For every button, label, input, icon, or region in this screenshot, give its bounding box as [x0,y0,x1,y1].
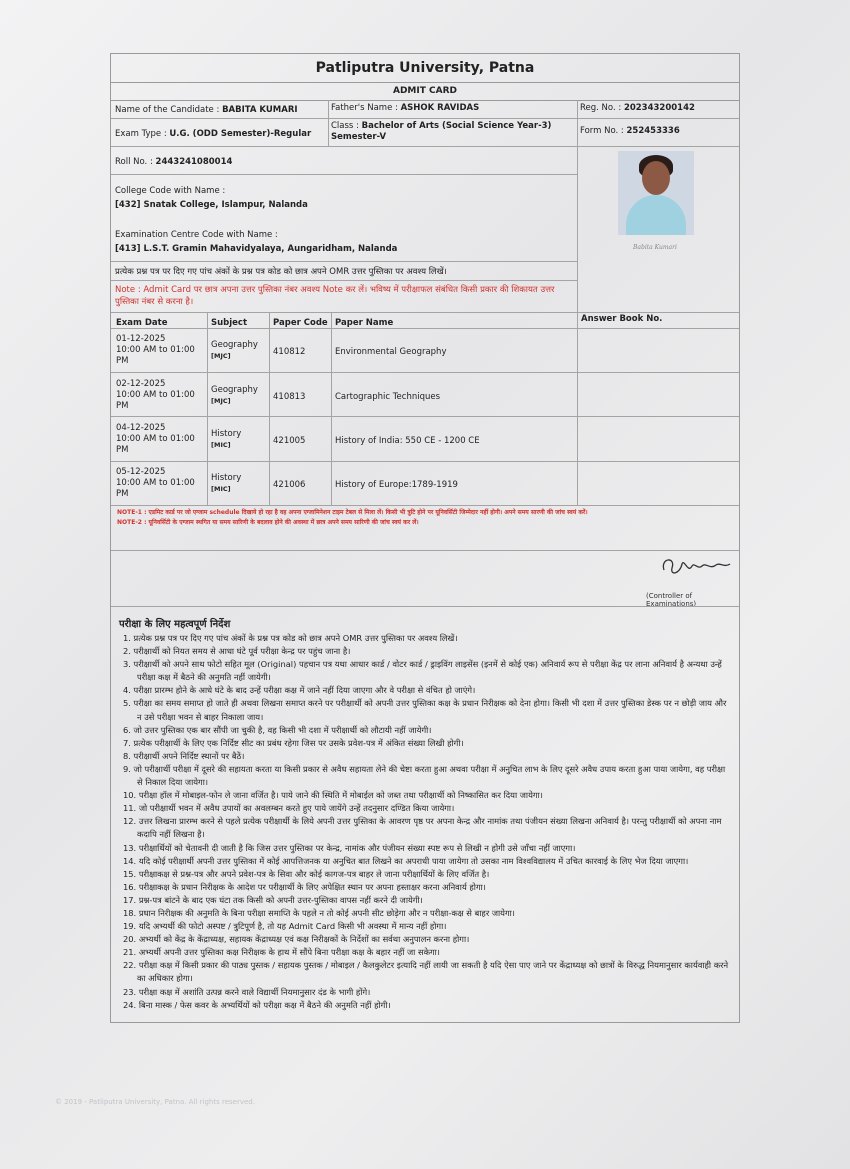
admit-card [110,53,740,1023]
table-row-divider [111,505,739,506]
list-item: 22. परीक्षा कक्ष में किसी प्रकार की पाठ्य पुस्तक / सहायक पुस्तक / मोबाइल / कैलकुलेटर इत्यादि नहीं लायी जा सकती है यदि ऐसा पाए जाने पर केंद्राध्यक्ष को छात्रों के विरुद्ध नियमानुसार कार्यवाही करने का अधिकार होगा। [123,960,729,984]
paper-name: Environmental Geography [335,347,447,357]
list-item: 21. अभ्यर्थी अपनी उत्तर पुस्तिका कक्ष निरीक्षक के हाथ में सौंपे बिना परीक्षा कक्ष के बहार नहीं जा सकेगा। [123,947,440,958]
list-item: 6. जो उत्तर पुस्तिका एक बार सौंपी जा चुकी है, वह किसी भी दशा में परीक्षार्थी को लौटायी नहीं जायेगी। [123,724,432,735]
photo-face-shape [642,161,670,195]
subject: History [MIC] [211,473,242,493]
table-row-divider [111,461,739,462]
list-item: 11. जो परीक्षार्थी भवन में अवैध उपायों का अवलम्बन करते हुए पाये जायेंगे उन्हें तदनुसार दण्डित किया जायेगा। [123,803,455,814]
col-divider [328,100,329,146]
subject: History [MIC] [211,429,242,449]
row-divider [111,174,577,175]
table-col-divider [577,312,578,505]
roll-no: 2443241080014 [155,157,233,167]
candidate-name-cell [115,105,325,116]
table-col-divider [331,312,332,505]
paper-code: 410812 [273,347,306,357]
table-row-divider [111,416,739,417]
instructions-title: परीक्षा के लिए महत्वपूर्ण निर्देश [119,619,231,630]
paper-name: Cartographic Techniques [335,392,441,402]
list-item: 8. परीक्षार्थी अपने निर्दिष्ट स्थानों पर बैठें। [123,750,245,761]
section-divider [111,606,739,607]
reg-no: 202343200142 [623,103,695,113]
candidate-name: BABITA KUMARI [222,105,298,115]
roll-no-cell [115,157,415,168]
paper-code: 421006 [273,480,306,490]
row-divider [111,146,739,147]
list-item: 15. परीक्षाकक्ष से प्रश्न-पत्र और अपने प्रवेश-पत्र के सिवा और कोई कागज-पत्र बाहर ले जाना परीक्षार्थियों के लिए वर्जित है। [123,868,490,879]
candidate-photo [618,151,694,235]
th-paper-code: Paper Code [273,318,328,328]
row-divider [111,261,577,262]
list-item: 4. परीक्षा प्रारम्भ होने के आधे घंटे के बाद उन्हें परीक्षा कक्ष में जाने नहीं दिया जाएगा और वे परीक्षा से वंचित हो जाएंगे। [123,685,476,696]
controller-label: (Controller of Examinations) [646,592,697,608]
paper-name: History of Europe:1789-1919 [335,480,458,490]
subject: Geography [MJC] [211,385,258,405]
form-no-cell [580,126,738,137]
exam-type-label: Exam Type : [115,129,167,139]
row-divider [111,118,739,119]
candidate-signature: Babita Kumari [633,244,677,251]
form-no: 252453336 [626,126,680,136]
class-value: Bachelor of Arts (Social Science Year-3) Semester-V [331,121,552,142]
list-item: 7. प्रत्येक परीक्षार्थी के लिए एक निर्दिष्ट सीट का प्रबंध रहेगा जिस पर उसके प्रवेश-पत्र में अंकित संख्या लिखी होगी। [123,737,464,748]
list-item: 1. प्रत्येक प्रश्न पत्र पर दिए गए पांच अंकों के प्रश्न पत्र कोड को छात्र अपने OMR उत्तर पुस्तिका पर अवश्य लिखें। [123,633,458,643]
reg-no-cell [580,103,738,114]
reg-no-label: Reg. No. : [580,103,622,113]
class-cell [331,121,575,143]
table-col-divider [269,312,270,505]
instructions-list [123,632,733,1012]
subject: Geography [MJC] [211,340,258,360]
th-exam-date: Exam Date [116,318,168,328]
father-name-label: Father's Name : [331,103,398,113]
row-divider [111,312,739,313]
college-name: [432] Snatak College, Islampur, Nalanda [115,200,308,210]
university-title: Patliputra University, Patna [111,54,739,83]
section-divider [111,550,739,551]
col-divider [577,100,578,312]
father-name-cell [331,103,575,114]
roll-no-label: Roll No. : [115,157,153,167]
college-label: College Code with Name : [115,186,226,196]
table-row-divider [111,372,739,373]
centre-label: Examination Centre Code with Name : [115,230,278,240]
list-item: 12. उत्तर लिखना प्रारम्भ करने से पहले प्रत्येक परीक्षार्थी के लिये अपनी उत्तर पुस्तिका के आवरण पृष्ठ पर अपना केन्द्र और नामांक तथा पंजीयन संख्या लिखना अनिवार्य है। परन्तु परीक्षार्थी को अपना नाम कदापि नहीं लिखना है। [123,816,722,840]
list-item: 17. प्रश्न-पत्र बांटने के बाद एक घंटा तक किसी को अपनी उत्तर-पुस्तिका वापस नहीं करने दी जायेगी। [123,894,423,905]
candidate-name-label: Name of the Candidate : [115,105,220,115]
omr-notice: प्रत्येक प्रश्न पत्र पर दिए गए पांच अंकों के प्रश्न पत्र कोड को छात्र अपने OMR उत्तर पुस्तिका पर अवश्य लिखें। [115,267,447,277]
paper-code: 421005 [273,436,306,446]
list-item: 16. परीक्षाकक्ष के प्रधान निरीक्षक के आदेश पर परीक्षार्थी के लिए अपेक्षित स्थान पर अपना हस्ताक्षर करना अनिवार्य होगा। [123,881,486,892]
note-2: NOTE-2 : यूनिवर्सिटी के एग्जाम स्थगित या समय सारिणी के बदलाव होने की अवस्था में छात्र अपने समय सारिणी की जांच स्वयं कर लें। [117,519,419,526]
paper-code: 410813 [273,392,306,402]
list-item: 9. जो परीक्षार्थी परीक्षा में दूसरे की सहायता करता या किसी प्रकार से अवैध सहायता लेने की चेष्टा करता हुआ अथवा परीक्षा में अनुचित लाभ के लिए दूसरे अवैध उपाय करता हुआ पाया जायेगा, वह परीक्षा से निकाल दिया जायेगा। [123,763,726,788]
list-item: 24. बिना मास्क / फेस कवर के अभ्यर्थियों को परीक्षा कक्ष में बैठने की अनुमति नहीं होगी। [123,999,391,1010]
list-item: 5. परीक्षा का समय समाप्त हो जाते ही अथवा लिखना समाप्त करने पर परीक्षार्थी को अपनी उत्तर पुस्तिका कक्ष के प्रधान निरीक्षक को देना होगा। किसी भी दशा में उत्तर पुस्तिका डेस्क पर न छोड़ी जाय और न उसे परीक्षा भवन से बाहर निकाला जाय। [123,698,727,722]
list-item: 18. प्रधान निरीक्षक की अनुमति के बिना परीक्षा समाप्ति के पहले न तो कोई अपनी सीट छोड़ेगा और न परीक्षा-कक्ष से बाहर जायेगा। [123,907,515,918]
admit-card-title: ADMIT CARD [111,82,739,101]
father-name: ASHOK RAVIDAS [400,103,480,113]
answer-book-note: Note : Admit Card पर छात्र अपना उत्तर पुस्तिका नंबर अवश्य Note कर लें। भविष्य में परीक्षाफल संबंधित किसी प्रकार की शिकायत उत्तर पुस्तिका नंबर से करना है। [115,285,555,307]
list-item: 14. यदि कोई परीक्षार्थी अपनी उत्तर पुस्तिका में कोई आपत्तिजनक या अनुचित बात लिखने का अपराधी पाया जायेगा तो उसका नाम विश्वविद्यालय में उचित कारवाई के लिए भेज दिया जाएगा। [123,855,689,866]
list-item: 10. परीक्षा हॉल में मोबाइल-फोन ले जाना वर्जित है। पाये जाने की स्थिति में मोबाईल को जब्त तथा परीक्षार्थी को निष्कासित कर दिया जायेगा। [123,790,543,801]
photo-body-shape [626,195,686,235]
th-answer-book: Answer Book No. [581,314,663,324]
centre-cell [115,230,555,255]
exam-date: 01-12-2025 10:00 AM to 01:00 PM [116,334,195,366]
list-item: 2. परीक्षार्थी को नियत समय से आधा घंटे पूर्व परीक्षा केन्द्र पर पहुंच जाना है। [123,646,351,657]
footnotes [117,508,737,528]
controller-signature [656,552,736,582]
table-header-divider [111,328,739,329]
exam-date: 04-12-2025 10:00 AM to 01:00 PM [116,423,195,455]
list-item: 20. अभ्यर्थी को केंद्र के केंद्राध्यक्ष, सहायक केंद्राध्यक्ष एवं कक्ष निरीक्षकों के निर्देशों का सर्वथा अनुपालन करना होगा। [123,934,470,945]
exam-type: U.G. (ODD Semester)-Regular [169,129,312,139]
exam-date: 02-12-2025 10:00 AM to 01:00 PM [116,379,195,411]
note-1: NOTE-1 : एडमिट कार्ड पर जो एग्जाम schedule दिखाये हो रहा है वह अपना एग्जामिनेशन टाइम टेबल से मिला लें। किसी भी त्रुटि होने पर यूनिवर्सिटी जिम्मेदार नहीं होगी। अपने समय सारणी की जांच स्वयं करें। [117,509,588,516]
copyright-footer: © 2019 - Patliputra University, Patna. All rights reserved. [55,1098,255,1106]
th-subject: Subject [211,318,248,328]
list-item: 3. परीक्षार्थी को अपने साथ फोटो सहित मूल (Original) पहचान पत्र यथा आधार कार्ड / वोटर कार्ड / ड्राइविंग लाइसेंस (इनमें से कोई एक) अनिवार्य रूप से परीक्षा केंद्र पर लाना अनिवार्य है अन्यथा उन्हें परीक्षा कक्ष में बैठने की अनुमति नहीं जायेगी। [123,659,722,683]
list-item: 23. परीक्षा कक्ष में अशांति उत्पन्न करने वाले विद्यार्थी नियमानुसार दंड के भागी होंगे। [123,986,371,997]
row-divider [111,280,577,281]
class-label: Class : [331,121,359,131]
table-col-divider [207,312,208,505]
list-item: 13. परीक्षार्थियों को चेतावनी दी जाती है कि जिस उत्तर पुस्तिका पर केन्द्र, नामांक और पंजीयन संख्या स्पष्ट रूप से लिखी न होगी उसे जाँचा नहीं जाएगा। [123,842,576,853]
centre-name: [413] L.S.T. Gramin Mahavidyalaya, Aungaridham, Nalanda [115,244,398,254]
exam-type-cell [115,129,325,140]
paper-name: History of India: 550 CE - 1200 CE [335,436,480,446]
college-cell [115,186,555,211]
exam-date: 05-12-2025 10:00 AM to 01:00 PM [116,467,195,499]
th-paper-name: Paper Name [335,318,394,328]
list-item: 19. यदि अभ्यर्थी की फोटो अस्पष्ट / त्रुटिपूर्ण है, तो यह Admit Card किसी भी अवस्था में मान्य नहीं होगा। [123,921,447,932]
form-no-label: Form No. : [580,126,624,136]
